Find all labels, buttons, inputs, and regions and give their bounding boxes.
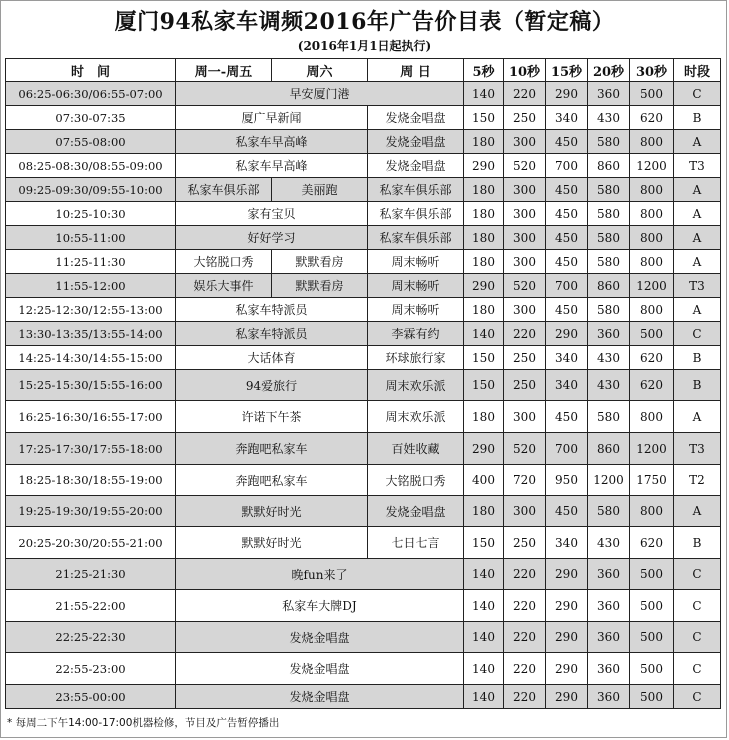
price-cell: 800 (630, 496, 674, 527)
program-cell: 周末畅听 (368, 274, 464, 298)
program-cell: 私家车特派员 (176, 298, 368, 322)
price-cell: 290 (464, 154, 504, 178)
header-5s: 5秒 (464, 59, 504, 82)
price-cell: 180 (464, 298, 504, 322)
time-cell: 22:25-22:30 (6, 622, 176, 653)
table-row (6, 590, 721, 622)
price-cell: 400 (464, 465, 504, 496)
program-cell: 好好学习 (176, 226, 368, 250)
price-cell: 220 (504, 559, 546, 590)
price-cell: 140 (464, 322, 504, 346)
price-cell: 220 (504, 82, 546, 106)
segment-cell: C (674, 322, 721, 346)
price-cell: 580 (588, 298, 630, 322)
time-cell: 18:25-18:30/18:55-19:00 (6, 465, 176, 496)
program-cell: 默默好时光 (176, 496, 368, 527)
price-cell: 180 (464, 226, 504, 250)
program-cell: 私家车俱乐部 (368, 178, 464, 202)
table-row (6, 496, 721, 527)
price-cell: 1200 (630, 274, 674, 298)
header-sunday: 周 日 (368, 59, 464, 82)
price-cell: 1200 (588, 465, 630, 496)
price-cell: 860 (588, 154, 630, 178)
time-cell: 12:25-12:30/12:55-13:00 (6, 298, 176, 322)
price-cell: 180 (464, 130, 504, 154)
price-cell: 1200 (630, 433, 674, 465)
price-cell: 620 (630, 106, 674, 130)
price-cell: 140 (464, 653, 504, 685)
time-cell: 10:25-10:30 (6, 202, 176, 226)
time-cell: 14:25-14:30/14:55-15:00 (6, 346, 176, 370)
price-cell: 150 (464, 346, 504, 370)
price-cell: 450 (546, 130, 588, 154)
price-cell: 520 (504, 154, 546, 178)
segment-cell: T2 (674, 465, 721, 496)
segment-cell: A (674, 401, 721, 433)
program-cell: 私家车早高峰 (176, 130, 368, 154)
price-cell: 800 (630, 401, 674, 433)
header-weekday: 周一-周五 (176, 59, 272, 82)
program-cell: 晚fun来了 (176, 559, 464, 590)
segment-cell: B (674, 346, 721, 370)
program-cell: 奔跑吧私家车 (176, 465, 368, 496)
time-cell: 17:25-17:30/17:55-18:00 (6, 433, 176, 465)
table-row (6, 250, 721, 274)
table-row (6, 370, 721, 401)
program-cell: 94爱旅行 (176, 370, 368, 401)
program-cell: 七日七言 (368, 527, 464, 559)
table-row (6, 130, 721, 154)
program-cell: 大话体育 (176, 346, 368, 370)
table-row (6, 154, 721, 178)
price-cell: 520 (504, 433, 546, 465)
table-row (6, 527, 721, 559)
program-cell: 默默好时光 (176, 527, 368, 559)
time-cell: 07:30-07:35 (6, 106, 176, 130)
price-cell: 360 (588, 653, 630, 685)
price-cell: 180 (464, 250, 504, 274)
segment-cell: T3 (674, 154, 721, 178)
price-cell: 450 (546, 250, 588, 274)
price-cell: 500 (630, 685, 674, 709)
table-row (6, 178, 721, 202)
price-cell: 220 (504, 622, 546, 653)
program-cell: 环球旅行家 (368, 346, 464, 370)
price-cell: 180 (464, 496, 504, 527)
price-cell: 250 (504, 106, 546, 130)
program-cell: 大铭脱口秀 (176, 250, 272, 274)
header-time: 时 间 (6, 59, 176, 82)
time-cell: 13:30-13:35/13:55-14:00 (6, 322, 176, 346)
price-cell: 340 (546, 346, 588, 370)
time-cell: 06:25-06:30/06:55-07:00 (6, 82, 176, 106)
price-cell: 290 (546, 622, 588, 653)
page-title: 厦门94私家车调频2016年广告价目表（暂定稿） (114, 9, 615, 35)
program-cell: 厦广早新闻 (176, 106, 368, 130)
program-cell: 私家车俱乐部 (368, 226, 464, 250)
segment-cell: A (674, 226, 721, 250)
program-cell: 早安厦门港 (176, 82, 464, 106)
segment-cell: A (674, 130, 721, 154)
price-cell: 620 (630, 370, 674, 401)
segment-cell: C (674, 653, 721, 685)
price-cell: 290 (464, 274, 504, 298)
price-cell: 450 (546, 178, 588, 202)
program-cell: 周末畅听 (368, 298, 464, 322)
table-row (6, 465, 721, 496)
time-cell: 09:25-09:30/09:55-10:00 (6, 178, 176, 202)
price-cell: 340 (546, 527, 588, 559)
price-cell: 300 (504, 178, 546, 202)
program-cell: 周末畅听 (368, 250, 464, 274)
price-cell: 300 (504, 250, 546, 274)
segment-cell: C (674, 685, 721, 709)
time-cell: 16:25-16:30/16:55-17:00 (6, 401, 176, 433)
price-table (5, 58, 721, 709)
program-cell: 奔跑吧私家车 (176, 433, 368, 465)
price-cell: 800 (630, 178, 674, 202)
price-cell: 300 (504, 130, 546, 154)
program-cell: 大铭脱口秀 (368, 465, 464, 496)
price-cell: 300 (504, 202, 546, 226)
price-cell: 290 (546, 590, 588, 622)
table-row (6, 346, 721, 370)
price-cell: 500 (630, 622, 674, 653)
price-cell: 450 (546, 226, 588, 250)
price-cell: 340 (546, 370, 588, 401)
time-cell: 21:55-22:00 (6, 590, 176, 622)
segment-cell: C (674, 82, 721, 106)
price-cell: 430 (588, 106, 630, 130)
time-cell: 20:25-20:30/20:55-21:00 (6, 527, 176, 559)
page-subtitle: (2016年1月1日起执行) (297, 39, 432, 53)
program-cell: 李霖有约 (368, 322, 464, 346)
price-cell: 580 (588, 178, 630, 202)
price-cell: 290 (546, 322, 588, 346)
price-cell: 150 (464, 106, 504, 130)
price-cell: 950 (546, 465, 588, 496)
table-row (6, 622, 721, 653)
price-cell: 860 (588, 433, 630, 465)
time-cell: 08:25-08:30/08:55-09:00 (6, 154, 176, 178)
segment-cell: T3 (674, 274, 721, 298)
price-cell: 800 (630, 298, 674, 322)
price-cell: 360 (588, 685, 630, 709)
time-cell: 21:25-21:30 (6, 559, 176, 590)
price-cell: 140 (464, 685, 504, 709)
price-cell: 580 (588, 226, 630, 250)
price-cell: 220 (504, 653, 546, 685)
program-cell: 私家车早高峰 (176, 154, 368, 178)
segment-cell: A (674, 250, 721, 274)
price-cell: 1200 (630, 154, 674, 178)
price-cell: 300 (504, 226, 546, 250)
segment-cell: T3 (674, 433, 721, 465)
price-cell: 300 (504, 401, 546, 433)
program-cell: 默默看房 (272, 274, 368, 298)
program-cell: 私家车俱乐部 (176, 178, 272, 202)
table-row (6, 322, 721, 346)
price-cell: 700 (546, 274, 588, 298)
table-header-row (6, 59, 721, 82)
time-cell: 19:25-19:30/19:55-20:00 (6, 496, 176, 527)
header-20s: 20秒 (588, 59, 630, 82)
program-cell: 默默看房 (272, 250, 368, 274)
price-cell: 220 (504, 590, 546, 622)
price-cell: 180 (464, 178, 504, 202)
time-cell: 11:55-12:00 (6, 274, 176, 298)
segment-cell: B (674, 527, 721, 559)
table-row (6, 685, 721, 709)
price-cell: 360 (588, 590, 630, 622)
time-cell: 22:55-23:00 (6, 653, 176, 685)
price-cell: 250 (504, 346, 546, 370)
price-cell: 150 (464, 370, 504, 401)
program-cell: 发烧金唱盘 (176, 622, 464, 653)
segment-cell: C (674, 622, 721, 653)
price-cell: 340 (546, 106, 588, 130)
price-cell: 430 (588, 370, 630, 401)
program-cell: 美丽跑 (272, 178, 368, 202)
table-body (6, 82, 721, 709)
program-cell: 家有宝贝 (176, 202, 368, 226)
price-cell: 360 (588, 622, 630, 653)
price-cell: 430 (588, 346, 630, 370)
segment-cell: A (674, 496, 721, 527)
segment-cell: C (674, 590, 721, 622)
table-row (6, 559, 721, 590)
price-cell: 300 (504, 298, 546, 322)
segment-cell: A (674, 178, 721, 202)
table-row (6, 298, 721, 322)
price-cell: 520 (504, 274, 546, 298)
table-row (6, 401, 721, 433)
table-row (6, 433, 721, 465)
price-cell: 500 (630, 653, 674, 685)
program-cell: 周末欢乐派 (368, 370, 464, 401)
price-cell: 140 (464, 590, 504, 622)
program-cell: 私家车俱乐部 (368, 202, 464, 226)
price-cell: 140 (464, 622, 504, 653)
price-cell: 140 (464, 559, 504, 590)
price-cell: 180 (464, 401, 504, 433)
price-cell: 150 (464, 527, 504, 559)
price-cell: 620 (630, 527, 674, 559)
price-cell: 720 (504, 465, 546, 496)
price-cell: 290 (546, 685, 588, 709)
price-cell: 290 (546, 82, 588, 106)
price-cell: 860 (588, 274, 630, 298)
program-cell: 发烧金唱盘 (368, 496, 464, 527)
price-cell: 300 (504, 496, 546, 527)
footnote: * 每周二下午14:00-17:00机器检修，节目及广告暂停播出 (7, 717, 280, 729)
header-segment: 时段 (674, 59, 721, 82)
price-cell: 450 (546, 496, 588, 527)
program-cell: 发烧金唱盘 (368, 154, 464, 178)
program-cell: 发烧金唱盘 (176, 653, 464, 685)
program-cell: 许诺下午茶 (176, 401, 368, 433)
program-cell: 娱乐大事件 (176, 274, 272, 298)
segment-cell: A (674, 202, 721, 226)
price-cell: 290 (464, 433, 504, 465)
price-cell: 500 (630, 322, 674, 346)
price-cell: 700 (546, 154, 588, 178)
program-cell: 周末欢乐派 (368, 401, 464, 433)
price-cell: 250 (504, 370, 546, 401)
price-cell: 360 (588, 82, 630, 106)
table-row (6, 274, 721, 298)
segment-cell: B (674, 370, 721, 401)
time-cell: 23:55-00:00 (6, 685, 176, 709)
program-cell: 百姓收藏 (368, 433, 464, 465)
table-row (6, 106, 721, 130)
price-cell: 430 (588, 527, 630, 559)
price-cell: 360 (588, 322, 630, 346)
price-cell: 580 (588, 202, 630, 226)
price-cell: 800 (630, 130, 674, 154)
program-cell: 发烧金唱盘 (368, 106, 464, 130)
program-cell: 私家车特派员 (176, 322, 368, 346)
price-cell: 500 (630, 82, 674, 106)
price-cell: 700 (546, 433, 588, 465)
price-cell: 220 (504, 322, 546, 346)
price-cell: 180 (464, 202, 504, 226)
table-row (6, 82, 721, 106)
price-cell: 800 (630, 250, 674, 274)
price-cell: 360 (588, 559, 630, 590)
table-row (6, 653, 721, 685)
price-cell: 290 (546, 653, 588, 685)
price-cell: 1750 (630, 465, 674, 496)
table-row (6, 202, 721, 226)
time-cell: 15:25-15:30/15:55-16:00 (6, 370, 176, 401)
price-cell: 800 (630, 202, 674, 226)
price-cell: 620 (630, 346, 674, 370)
program-cell: 发烧金唱盘 (176, 685, 464, 709)
price-cell: 580 (588, 250, 630, 274)
price-cell: 450 (546, 298, 588, 322)
price-cell: 450 (546, 202, 588, 226)
price-cell: 220 (504, 685, 546, 709)
segment-cell: C (674, 559, 721, 590)
price-cell: 290 (546, 559, 588, 590)
table-row (6, 226, 721, 250)
header-10s: 10秒 (504, 59, 546, 82)
price-cell: 500 (630, 559, 674, 590)
header-30s: 30秒 (630, 59, 674, 82)
price-cell: 250 (504, 527, 546, 559)
time-cell: 10:55-11:00 (6, 226, 176, 250)
program-cell: 发烧金唱盘 (368, 130, 464, 154)
price-cell: 450 (546, 401, 588, 433)
price-cell: 140 (464, 82, 504, 106)
program-cell: 私家车大牌DJ (176, 590, 464, 622)
time-cell: 11:25-11:30 (6, 250, 176, 274)
time-cell: 07:55-08:00 (6, 130, 176, 154)
price-cell: 500 (630, 590, 674, 622)
segment-cell: A (674, 298, 721, 322)
price-cell: 800 (630, 226, 674, 250)
segment-cell: B (674, 106, 721, 130)
price-cell: 580 (588, 401, 630, 433)
price-cell: 580 (588, 130, 630, 154)
header-15s: 15秒 (546, 59, 588, 82)
price-cell: 580 (588, 496, 630, 527)
header-saturday: 周六 (272, 59, 368, 82)
